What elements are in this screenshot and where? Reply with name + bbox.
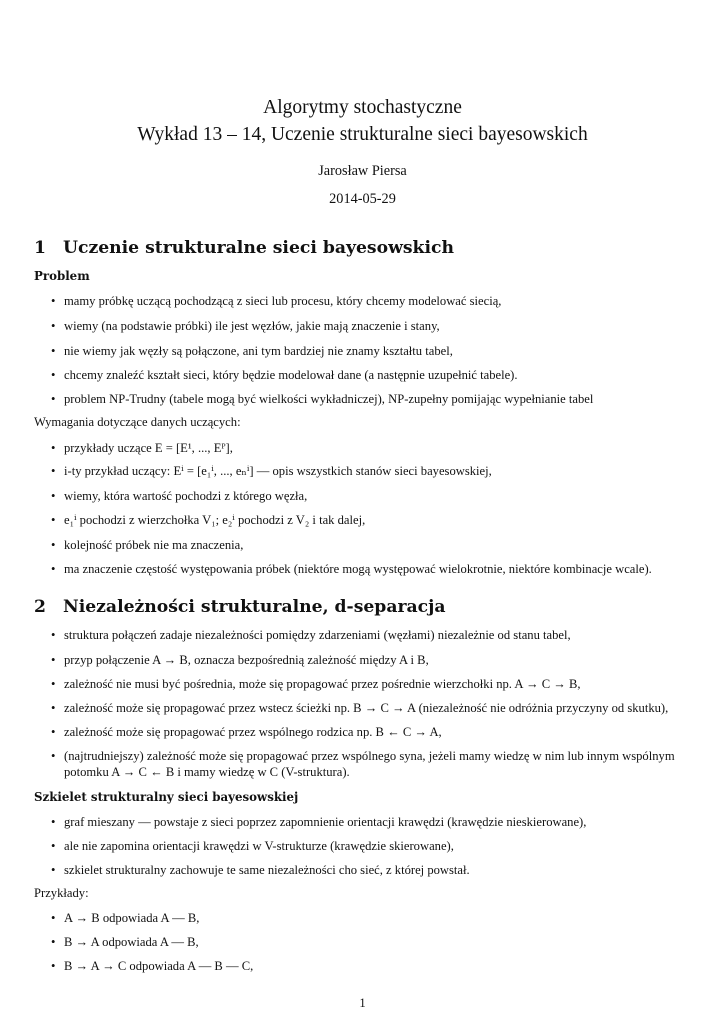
list-item: • ale nie zapomina orientacji krawędzi w V-strukturze (krawędzie skierowane), [64, 838, 454, 854]
list-item: • struktura połączeń zadaje niezależności pomiędzy zdarzeniami (węzłami) niezależnie od stanu tabel, [64, 627, 571, 643]
problem-heading: Problem [34, 269, 90, 283]
list-item: • przyp połączenie A → B, oznacza bezpośrednią zależność między A i B, [64, 652, 429, 668]
section-1-heading [34, 238, 454, 258]
list-item: • zależność może się propagować przez wspólnego rodzica np. B ← C → A, [64, 724, 442, 740]
list-item: • wiemy, która wartość pochodzi z którego węzła, [64, 488, 307, 504]
requirements-intro: Wymagania dotyczące danych uczących: [34, 415, 241, 429]
date: 2014-05-29 [329, 191, 396, 207]
list-item: • B → A → C odpowiada A — B — C, [64, 958, 253, 974]
list-item: • ma znaczenie częstość występowania próbek (niektóre mogą występować wielokrotnie, niektóre kombinacje wcale). [64, 561, 652, 577]
list-item: • nie wiemy jak węzły są połączone, ani tym bardziej nie znamy kształtu tabel, [64, 343, 453, 359]
list-item: • mamy próbkę uczącą pochodzącą z sieci lub procesu, który chcemy modelować siecią, [64, 293, 501, 309]
title-line-2: Wykład 13 – 14, Uczenie strukturalne sieci bayesowskich [137, 124, 588, 145]
examples-intro: Przykłady: [34, 886, 89, 900]
list-item: • e₁ⁱ pochodzi z wierzchołka V₁; e₂ⁱ pochodzi z V₂ i tak dalej, [64, 512, 365, 528]
list-item: • problem NP-Trudny (tabele mogą być wielkości wykładniczej), NP-zupełny pomijając wypełnianie tabel [64, 391, 593, 407]
list-item: • przykłady uczące E = [E¹, ..., Eᴾ], [64, 440, 233, 456]
list-item: • graf mieszany — powstaje z sieci poprzez zapomnienie orientacji krawędzi (krawędzie nieskierowane), [64, 814, 586, 830]
list-item: • szkielet strukturalny zachowuje te same niezależności cho sieć, z której powstał. [64, 862, 470, 878]
section-1-title: Uczenie strukturalne sieci bayesowskich [63, 238, 454, 258]
list-item: • A → B odpowiada A — B, [64, 910, 199, 926]
skeleton-heading: Szkielet strukturalny sieci bayesowskiej [34, 790, 299, 804]
section-2-number: 2 [34, 597, 46, 617]
list-item: • wiemy (na podstawie próbki) ile jest węzłów, jakie mają znaczenie i stany, [64, 318, 440, 334]
list-item: • zależność może się propagować przez wstecz ścieżki np. B → C → A (niezależność nie odróżnia przyczyny od skutku), [64, 700, 668, 716]
list-item: • (najtrudniejszy) zależność może się propagować przez wspólnego syna, jeżeli mamy wiedzę w nim lub innym wspólnym potomku A → C ← B i mamy wiedzę w C (V-struktura). [64, 748, 692, 780]
list-item: • zależność nie musi być pośrednia, może się propagować przez pośrednie wierzchołki np. A → C → B, [64, 676, 581, 692]
list-item: • kolejność próbek nie ma znaczenia, [64, 537, 243, 553]
page-number: 1 [359, 996, 366, 1010]
author: Jarosław Piersa [318, 163, 407, 179]
section-2-title: Niezależności strukturalne, d-separacja [63, 597, 446, 617]
title-line-1: Algorytmy stochastyczne [263, 97, 462, 118]
list-item: • B → A odpowiada A — B, [64, 934, 199, 950]
list-item: • chcemy znaleźć kształt sieci, który będzie modelował dane (a następnie uzupełnić tabele). [64, 367, 518, 383]
section-2-heading [34, 597, 445, 617]
list-item: • i-ty przykład uczący: Eⁱ = [e₁ⁱ, ..., eₙⁱ] — opis wszystkich stanów sieci bayesowskiej, [64, 463, 492, 479]
section-1-number: 1 [34, 238, 46, 258]
